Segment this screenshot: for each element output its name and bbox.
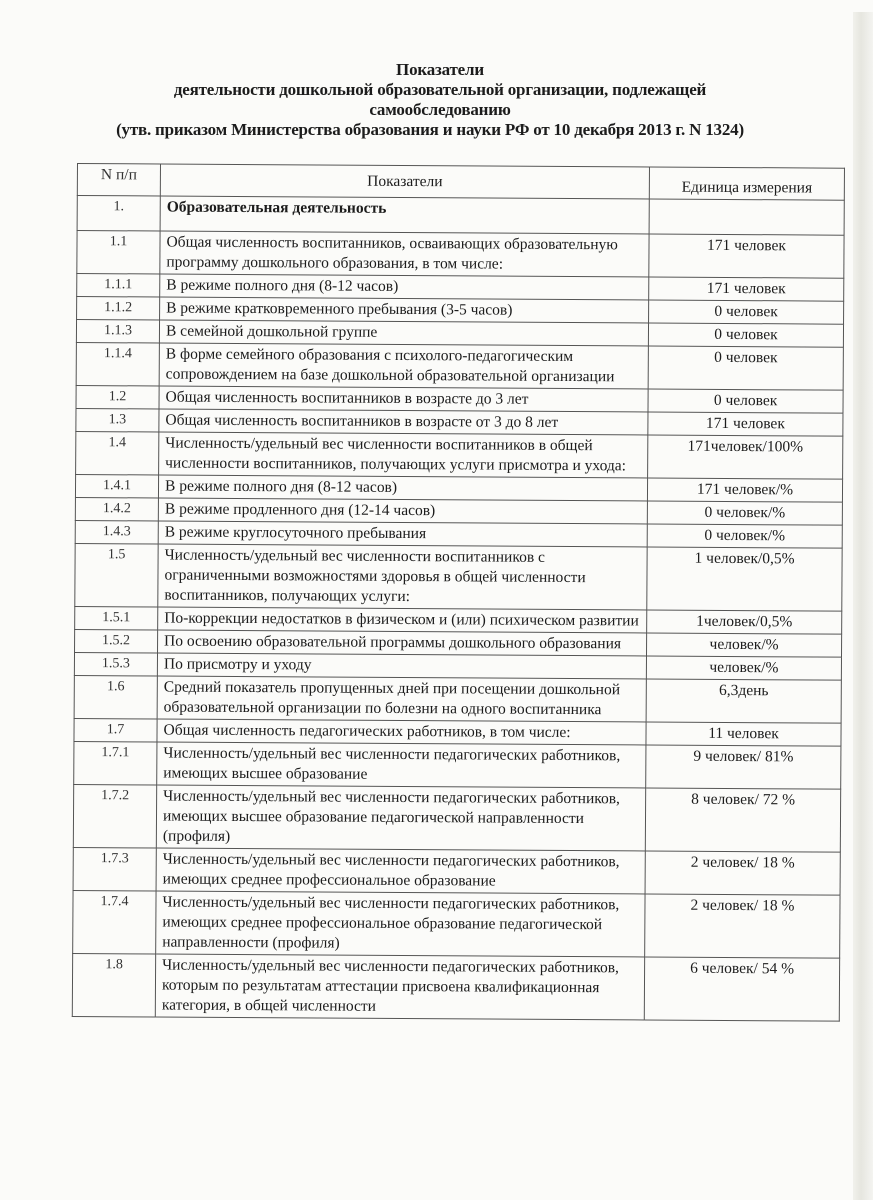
row-number: 1.4.3 [75,520,158,544]
column-header-unit: Единица измерения [649,167,844,200]
unit-value: 171человек/100% [648,435,843,479]
indicator-text: Численность/удельный вес численности педагогических работников, имеющих среднее профессиональное образование [156,848,645,894]
row-number: 1.1.3 [76,320,159,344]
unit-value: 2 человек/ 18 % [645,851,840,895]
row-number: 1. [77,196,160,232]
unit-value: 8 человек/ 72 % [645,788,840,852]
row-number: 1.7.1 [74,741,157,785]
table-row [76,431,843,479]
row-number: 1.1 [77,231,160,275]
unit-value: 0 человек [648,346,843,390]
scan-edge [853,12,873,1200]
unit-value: 171 человек [649,234,844,278]
table-row [73,890,840,958]
unit-value: 0 человек [648,389,843,413]
unit-value [649,199,844,235]
table-row [76,342,843,390]
row-number: 1.8 [72,953,155,1017]
row-number: 1.4.1 [75,474,158,498]
row-number: 1.5 [75,543,158,607]
table-row [74,741,841,789]
indicator-text: Общая численность воспитанников в возрасте до 3 лет [159,386,648,412]
row-number: 1.4.2 [75,497,158,521]
unit-value: 6 человек/ 54 % [644,957,839,1021]
row-number: 1.7 [74,718,157,742]
unit-value: 171 человек [648,412,843,436]
unit-value: 1человек/0,5% [647,610,842,634]
indicator-text: Численность/удельный вес численности воспитанников с ограниченными возможностями здоровья в общей численности воспитанников, получающих услуги: [158,544,647,610]
unit-value: 6,3день [646,679,841,723]
indicator-text: Численность/удельный вес численности педагогических работников, которым по результатам аттестации присвоена квалификационная категория, в общей численности [155,954,644,1020]
unit-value: человек/% [646,656,841,680]
row-number: 1.5.1 [75,606,158,630]
table-row [75,543,842,611]
unit-value: 9 человек/ 81% [646,745,841,789]
indicator-text: По освоению образовательной программы дошкольного образования [158,630,647,656]
indicator-text: Средний показатель пропущенных дней при посещении дошкольной образовательной организации по болезни на одного воспитанника [157,676,646,722]
indicator-text: В режиме полного дня (8-12 часов) [158,475,647,501]
indicator-text: Численность/удельный вес численности педагогических работников, имеющих высшее образование педагогической направленности (профиля) [156,785,645,851]
table-row [73,784,840,852]
column-header-number: N п/п [77,164,160,197]
indicator-text: Численность/удельный вес численности педагогических работников, имеющих среднее профессиональное образование педагогической направленности (профиля) [156,891,645,957]
unit-value: 0 человек [648,323,843,347]
indicator-text: По присмотру и уходу [157,653,646,679]
unit-value: человек/% [646,633,841,657]
row-number: 1.6 [74,675,157,719]
table-row [72,953,839,1021]
indicator-text: Образовательная деятельность [160,196,649,234]
row-number: 1.1.4 [76,342,159,386]
row-number: 1.5.3 [74,652,157,676]
row-number: 1.3 [76,408,159,432]
indicator-text: В форме семейного образования с психолого-педагогическим сопровождением на базе дошкольной образовательной организации [159,343,648,389]
row-number: 1.7.2 [73,784,156,848]
indicator-text: По-коррекции недостатков в физическом и (или) психическом развитии [158,607,647,633]
subtitle-line-2: самообследованию [369,100,511,119]
unit-value: 171 человек [649,277,844,301]
row-number: 1.5.2 [75,629,158,653]
unit-value: 171 человек/% [647,478,842,502]
row-number: 1.1.2 [77,297,160,321]
unit-value: 1 человек/0,5% [647,547,842,611]
indicator-text: Численность/удельный вес численности педагогических работников, имеющих высшее образование [157,742,646,788]
row-number: 1.7.3 [73,847,156,891]
table-row [73,847,840,895]
subtitle-line-1: деятельности дошкольной образовательной организации, подлежащей [173,80,707,99]
indicator-text: Численность/удельный вес численности воспитанников в общей численности воспитанников, получающих услуги присмотра и ухода: [159,432,648,478]
unit-value: 11 человек [646,722,841,746]
row-number: 1.2 [76,385,159,409]
title: Показатели [396,60,484,79]
indicator-text: В режиме продленного дня (12-14 часов) [158,498,647,524]
indicator-text: В семейной дошкольной группе [159,320,648,346]
unit-value: 0 человек [649,300,844,324]
row-number: 1.1.1 [77,274,160,298]
unit-value: 0 человек/% [647,501,842,525]
document-header [90,60,790,140]
row-number: 1.7.4 [73,890,156,954]
indicator-text: Общая численность воспитанников в возрасте от 3 до 8 лет [159,409,648,435]
indicators-table [72,163,845,1022]
indicator-text: В режиме кратковременного пребывания (3-5 часов) [160,297,649,323]
unit-value: 2 человек/ 18 % [645,894,840,958]
indicator-text: В режиме круглосуточного пребывания [158,521,647,547]
indicator-text: Общая численность воспитанников, осваивающих образовательную программу дошкольного образования, в том числе: [160,231,649,277]
indicator-text: В режиме полного дня (8-12 часов) [160,274,649,300]
row-number: 1.4 [76,431,159,475]
approval-note: (утв. приказом Министерства образования и науки РФ от 10 декабря 2013 г. N 1324) [116,120,744,139]
column-header-indicator: Показатели [160,164,649,199]
table-row [77,231,844,279]
table-row [74,675,841,723]
indicator-text: Общая численность педагогических работников, в том числе: [157,719,646,745]
unit-value: 0 человек/% [647,524,842,548]
table-header-row [77,164,844,201]
section-row [77,196,844,236]
